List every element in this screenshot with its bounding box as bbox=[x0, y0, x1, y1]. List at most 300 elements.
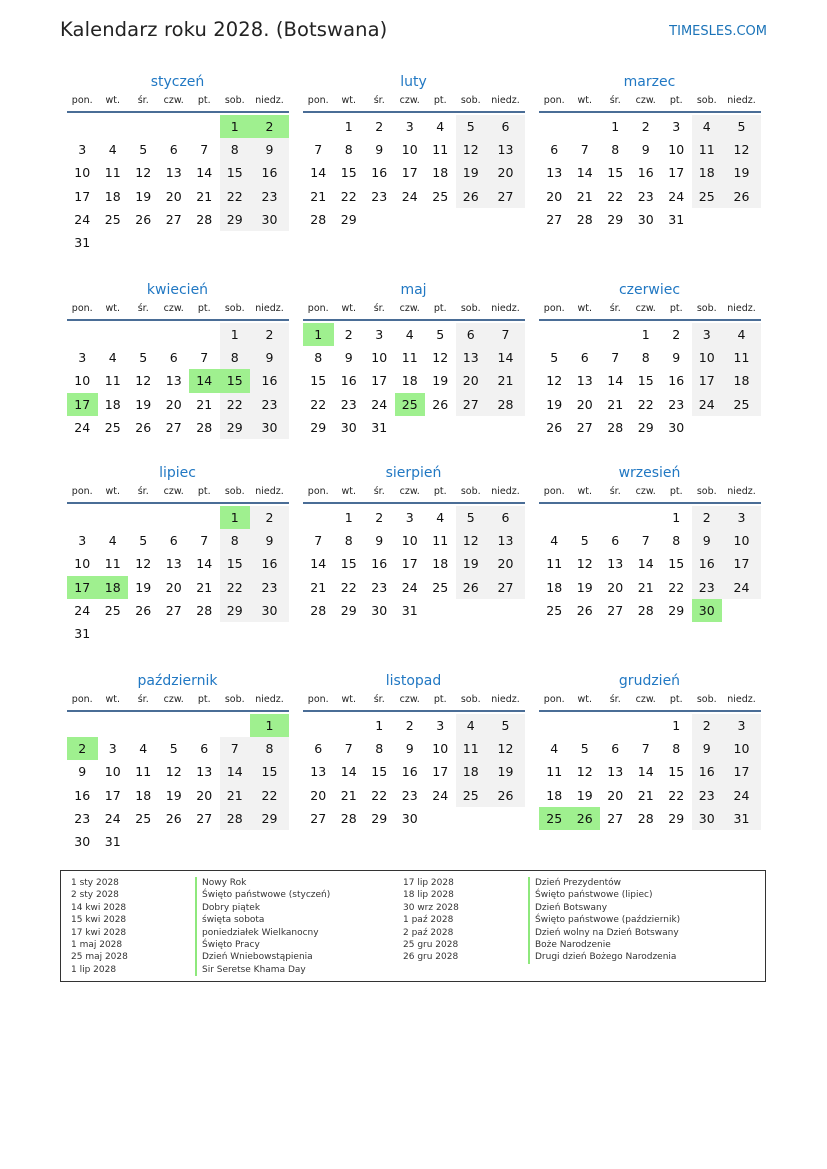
weekday-label: pon. bbox=[543, 486, 565, 497]
day-cell: 21 bbox=[196, 188, 213, 204]
legend-dates-right bbox=[403, 877, 459, 964]
empty-cell bbox=[456, 599, 487, 622]
day-cell: 1 bbox=[220, 323, 251, 346]
day-cell: 4 bbox=[550, 741, 559, 757]
day-cell: 11 bbox=[692, 138, 723, 161]
day-cell: 29 bbox=[607, 211, 624, 227]
day-cell: 22 bbox=[340, 188, 357, 204]
weekday-label: śr. bbox=[609, 95, 621, 106]
day-cell: 3 bbox=[108, 741, 117, 757]
day-cell: 4 bbox=[722, 323, 761, 346]
day-cell: 10 bbox=[401, 533, 418, 549]
day-cell: 28 bbox=[637, 602, 654, 618]
day-cell: 12 bbox=[432, 350, 449, 366]
weekday-label: wt. bbox=[105, 303, 120, 314]
day-cell: 21 bbox=[196, 579, 213, 595]
legend-holiday-date: 18 lip 2028 bbox=[403, 890, 454, 901]
day-cell: 9 bbox=[344, 350, 353, 366]
day-cell: 24 bbox=[722, 784, 761, 807]
day-cell: 17 bbox=[722, 760, 761, 783]
legend-holiday-date: 2 paź 2028 bbox=[403, 927, 454, 938]
empty-cell bbox=[250, 231, 289, 254]
day-cell: 30 bbox=[692, 807, 723, 830]
day-cell: 23 bbox=[692, 784, 723, 807]
empty-cell bbox=[159, 506, 190, 529]
day-cell: 5 bbox=[486, 714, 525, 737]
day-cell: 14 bbox=[576, 165, 593, 181]
day-cell: 3 bbox=[78, 533, 87, 549]
weekday-label: czw. bbox=[163, 694, 184, 705]
weekday-header bbox=[539, 692, 761, 712]
day-cell: 13 bbox=[165, 373, 182, 389]
empty-cell bbox=[570, 714, 601, 737]
day-cell: 4 bbox=[436, 510, 445, 525]
day-cell: 9 bbox=[250, 529, 289, 552]
day-cell: 30 bbox=[74, 833, 91, 849]
empty-cell bbox=[159, 714, 190, 737]
day-cell: 21 bbox=[637, 579, 654, 595]
month-block bbox=[539, 462, 761, 622]
empty-cell bbox=[128, 714, 159, 737]
weekday-label: pon. bbox=[307, 486, 329, 497]
day-cell: 12 bbox=[546, 373, 563, 389]
day-cell: 19 bbox=[135, 579, 152, 595]
day-cell: 27 bbox=[576, 419, 593, 435]
month-title: wrzesień bbox=[618, 465, 681, 481]
day-cell: 11 bbox=[401, 350, 418, 366]
legend-names-right bbox=[528, 877, 680, 964]
weekday-header bbox=[539, 484, 761, 504]
day-cell: 1 bbox=[344, 510, 353, 525]
weekday-label: czw. bbox=[399, 486, 420, 497]
day-cell: 16 bbox=[371, 165, 388, 181]
month-title: marzec bbox=[623, 74, 676, 90]
day-cell: 13 bbox=[196, 764, 213, 780]
day-cell: 3 bbox=[375, 327, 384, 342]
day-cell: 27 bbox=[456, 393, 487, 416]
day-grid bbox=[67, 115, 289, 254]
legend-holiday-name: Dzień Botswany bbox=[528, 902, 680, 914]
weekday-label: niedz. bbox=[491, 303, 520, 314]
day-cell: 7 bbox=[641, 741, 650, 757]
weekday-label: czw. bbox=[635, 694, 656, 705]
day-cell: 5 bbox=[456, 115, 487, 138]
day-cell: 4 bbox=[108, 350, 117, 366]
weekday-label: sob. bbox=[460, 694, 481, 705]
weekday-label: pon. bbox=[543, 303, 565, 314]
legend-holiday-name: Święto Pracy bbox=[195, 939, 330, 951]
day-cell: 11 bbox=[722, 346, 761, 369]
day-cell: 31 bbox=[401, 602, 418, 618]
empty-cell bbox=[128, 115, 159, 138]
day-cell: 7 bbox=[344, 741, 353, 757]
weekday-label: czw. bbox=[399, 95, 420, 106]
day-cell: 22 bbox=[220, 576, 251, 599]
empty-cell bbox=[334, 714, 365, 737]
day-cell: 28 bbox=[486, 393, 525, 416]
day-cell: 7 bbox=[200, 142, 209, 158]
weekday-label: czw. bbox=[635, 486, 656, 497]
day-cell: 26 bbox=[456, 185, 487, 208]
day-cell: 25 bbox=[135, 810, 152, 826]
empty-cell bbox=[692, 208, 723, 231]
empty-cell bbox=[600, 323, 631, 346]
day-cell: 3 bbox=[722, 506, 761, 529]
day-cell: 27 bbox=[310, 810, 327, 826]
day-cell: 23 bbox=[401, 787, 418, 803]
day-cell: 9 bbox=[692, 529, 723, 552]
legend-holiday-date: 17 lip 2028 bbox=[403, 878, 454, 888]
month-block bbox=[539, 71, 761, 231]
day-cell: 20 bbox=[165, 396, 182, 412]
day-cell: 9 bbox=[405, 741, 414, 757]
weekday-label: sob. bbox=[696, 486, 717, 497]
day-cell: 17 bbox=[67, 576, 98, 599]
day-cell: 15 bbox=[607, 165, 624, 181]
day-grid bbox=[303, 115, 525, 231]
day-cell: 14 bbox=[637, 764, 654, 780]
day-cell: 27 bbox=[486, 576, 525, 599]
weekday-label: sob. bbox=[460, 303, 481, 314]
day-cell: 22 bbox=[637, 396, 654, 412]
legend-holiday-date: 30 wrz 2028 bbox=[403, 902, 459, 913]
month-title: listopad bbox=[385, 673, 442, 689]
day-cell: 7 bbox=[314, 142, 323, 158]
day-cell: 3 bbox=[78, 142, 87, 158]
day-cell: 14 bbox=[310, 165, 327, 181]
weekday-label: czw. bbox=[635, 95, 656, 106]
day-cell: 31 bbox=[371, 419, 388, 435]
day-cell: 8 bbox=[672, 533, 681, 549]
day-cell: 12 bbox=[456, 138, 487, 161]
month-title: luty bbox=[400, 74, 427, 90]
day-cell: 19 bbox=[135, 396, 152, 412]
weekday-label: czw. bbox=[399, 694, 420, 705]
empty-cell bbox=[189, 622, 220, 645]
day-cell: 14 bbox=[486, 346, 525, 369]
day-cell: 11 bbox=[546, 556, 563, 572]
day-cell: 25 bbox=[456, 784, 487, 807]
day-cell: 23 bbox=[637, 188, 654, 204]
weekday-label: pt. bbox=[197, 486, 211, 497]
legend-names-left bbox=[195, 877, 330, 976]
day-cell: 1 bbox=[672, 510, 681, 525]
day-cell: 16 bbox=[250, 369, 289, 392]
day-cell: 28 bbox=[576, 211, 593, 227]
weekday-label: pt. bbox=[669, 95, 683, 106]
day-cell: 2 bbox=[250, 115, 289, 138]
day-cell: 1 bbox=[303, 323, 334, 346]
day-cell: 21 bbox=[637, 787, 654, 803]
empty-cell bbox=[220, 714, 251, 737]
day-cell: 12 bbox=[486, 737, 525, 760]
day-cell: 17 bbox=[722, 552, 761, 575]
day-cell: 8 bbox=[672, 741, 681, 757]
day-cell: 14 bbox=[196, 556, 213, 572]
weekday-label: wt. bbox=[341, 303, 356, 314]
day-cell: 22 bbox=[340, 579, 357, 595]
day-cell: 8 bbox=[220, 138, 251, 161]
empty-cell bbox=[128, 323, 159, 346]
day-cell: 18 bbox=[432, 165, 449, 181]
day-cell: 16 bbox=[668, 373, 685, 389]
day-cell: 5 bbox=[550, 350, 559, 366]
day-cell: 29 bbox=[220, 416, 251, 439]
day-cell: 3 bbox=[722, 714, 761, 737]
day-cell: 13 bbox=[456, 346, 487, 369]
day-cell: 5 bbox=[580, 741, 589, 757]
day-cell: 27 bbox=[607, 602, 624, 618]
day-cell: 18 bbox=[401, 373, 418, 389]
day-cell: 29 bbox=[250, 807, 289, 830]
day-cell: 23 bbox=[250, 393, 289, 416]
weekday-label: niedz. bbox=[727, 95, 756, 106]
weekday-label: śr. bbox=[609, 303, 621, 314]
day-cell: 17 bbox=[401, 556, 418, 572]
empty-cell bbox=[67, 506, 98, 529]
day-cell: 18 bbox=[456, 760, 487, 783]
day-cell: 15 bbox=[637, 373, 654, 389]
day-cell: 5 bbox=[169, 741, 178, 757]
day-cell: 21 bbox=[340, 787, 357, 803]
day-cell: 5 bbox=[436, 327, 445, 342]
weekday-label: pon. bbox=[71, 95, 93, 106]
day-cell: 8 bbox=[375, 741, 384, 757]
empty-cell bbox=[456, 208, 487, 231]
day-cell: 6 bbox=[169, 533, 178, 549]
day-cell: 21 bbox=[310, 188, 327, 204]
day-cell: 3 bbox=[78, 350, 87, 366]
weekday-label: wt. bbox=[105, 95, 120, 106]
day-cell: 14 bbox=[607, 373, 624, 389]
day-cell: 22 bbox=[220, 393, 251, 416]
day-cell: 26 bbox=[576, 602, 593, 618]
legend-holiday-name: Drugi dzień Bożego Narodzenia bbox=[528, 951, 680, 963]
weekday-label: pt. bbox=[669, 303, 683, 314]
day-cell: 29 bbox=[668, 602, 685, 618]
day-cell: 21 bbox=[196, 396, 213, 412]
legend-holiday-date: 2 sty 2028 bbox=[71, 890, 119, 901]
day-cell: 20 bbox=[310, 787, 327, 803]
brand-link[interactable]: TIMESLES.COM bbox=[669, 24, 767, 39]
legend-holiday-date: 1 sty 2028 bbox=[71, 878, 119, 888]
weekday-label: niedz. bbox=[727, 303, 756, 314]
legend-holiday-name: poniedziałek Wielkanocny bbox=[195, 927, 330, 939]
day-cell: 12 bbox=[165, 764, 182, 780]
day-cell: 10 bbox=[104, 764, 121, 780]
empty-cell bbox=[128, 622, 159, 645]
weekday-label: czw. bbox=[399, 303, 420, 314]
day-cell: 31 bbox=[74, 234, 91, 250]
day-cell: 14 bbox=[637, 556, 654, 572]
day-cell: 8 bbox=[611, 142, 620, 158]
day-cell: 14 bbox=[189, 369, 220, 392]
empty-cell bbox=[250, 622, 289, 645]
weekday-label: niedz. bbox=[727, 486, 756, 497]
weekday-label: pon. bbox=[307, 95, 329, 106]
day-cell: 2 bbox=[641, 119, 650, 134]
empty-cell bbox=[570, 506, 601, 529]
day-cell: 25 bbox=[104, 602, 121, 618]
weekday-label: pon. bbox=[307, 694, 329, 705]
day-cell: 9 bbox=[375, 142, 384, 158]
weekday-header bbox=[67, 301, 289, 321]
day-cell: 9 bbox=[250, 138, 289, 161]
day-cell: 11 bbox=[432, 142, 449, 158]
empty-cell bbox=[159, 622, 190, 645]
day-cell: 4 bbox=[550, 533, 559, 549]
weekday-label: wt. bbox=[341, 486, 356, 497]
empty-cell bbox=[486, 416, 525, 439]
weekday-label: pon. bbox=[543, 95, 565, 106]
empty-cell bbox=[98, 115, 129, 138]
empty-cell bbox=[128, 506, 159, 529]
day-cell: 12 bbox=[456, 529, 487, 552]
day-cell: 17 bbox=[432, 764, 449, 780]
legend-dates-left bbox=[71, 877, 128, 976]
empty-cell bbox=[600, 506, 631, 529]
day-cell: 9 bbox=[641, 142, 650, 158]
day-cell: 1 bbox=[641, 327, 650, 342]
day-cell: 28 bbox=[196, 602, 213, 618]
day-cell: 24 bbox=[74, 211, 91, 227]
day-cell: 19 bbox=[165, 787, 182, 803]
day-cell: 21 bbox=[607, 396, 624, 412]
day-grid bbox=[303, 506, 525, 622]
weekday-label: śr. bbox=[137, 694, 149, 705]
empty-cell bbox=[692, 416, 723, 439]
day-cell: 19 bbox=[546, 396, 563, 412]
day-cell: 11 bbox=[432, 533, 449, 549]
day-cell: 30 bbox=[340, 419, 357, 435]
day-cell: 25 bbox=[104, 419, 121, 435]
day-cell: 24 bbox=[692, 393, 723, 416]
weekday-label: wt. bbox=[577, 694, 592, 705]
month-block bbox=[67, 71, 289, 254]
empty-cell bbox=[98, 506, 129, 529]
day-cell: 15 bbox=[220, 369, 251, 392]
day-cell: 9 bbox=[78, 764, 87, 780]
day-cell: 19 bbox=[486, 760, 525, 783]
day-cell: 16 bbox=[340, 373, 357, 389]
day-cell: 29 bbox=[637, 419, 654, 435]
legend-holiday-name: święta sobota bbox=[195, 914, 330, 926]
day-cell: 28 bbox=[607, 419, 624, 435]
day-cell: 22 bbox=[668, 787, 685, 803]
empty-cell bbox=[364, 208, 395, 231]
weekday-header bbox=[67, 484, 289, 504]
day-cell: 8 bbox=[220, 346, 251, 369]
empty-cell bbox=[425, 208, 456, 231]
day-cell: 11 bbox=[104, 373, 121, 389]
day-cell: 25 bbox=[539, 807, 570, 830]
weekday-label: sob. bbox=[460, 486, 481, 497]
day-cell: 7 bbox=[486, 323, 525, 346]
day-cell: 23 bbox=[371, 188, 388, 204]
weekday-label: niedz. bbox=[491, 486, 520, 497]
day-cell: 6 bbox=[611, 741, 620, 757]
day-cell: 26 bbox=[546, 419, 563, 435]
empty-cell bbox=[539, 115, 570, 138]
day-cell: 31 bbox=[722, 807, 761, 830]
weekday-label: pt. bbox=[197, 694, 211, 705]
day-cell: 5 bbox=[580, 533, 589, 549]
weekday-label: sob. bbox=[224, 694, 245, 705]
day-grid bbox=[67, 714, 289, 853]
empty-cell bbox=[456, 807, 487, 830]
weekday-label: sob. bbox=[696, 694, 717, 705]
day-cell: 29 bbox=[668, 810, 685, 826]
day-cell: 11 bbox=[135, 764, 152, 780]
day-cell: 16 bbox=[74, 787, 91, 803]
day-cell: 7 bbox=[314, 533, 323, 549]
empty-cell bbox=[722, 208, 761, 231]
day-grid bbox=[539, 323, 761, 439]
day-cell: 20 bbox=[546, 188, 563, 204]
month-block bbox=[539, 670, 761, 830]
weekday-label: niedz. bbox=[255, 486, 284, 497]
weekday-label: wt. bbox=[105, 694, 120, 705]
day-cell: 28 bbox=[310, 211, 327, 227]
day-cell: 6 bbox=[169, 350, 178, 366]
empty-cell bbox=[395, 208, 426, 231]
day-cell: 18 bbox=[546, 579, 563, 595]
empty-cell bbox=[98, 231, 129, 254]
day-cell: 26 bbox=[456, 576, 487, 599]
weekday-label: śr. bbox=[137, 95, 149, 106]
day-cell: 18 bbox=[722, 369, 761, 392]
day-cell: 19 bbox=[576, 787, 593, 803]
empty-cell bbox=[486, 807, 525, 830]
empty-cell bbox=[159, 231, 190, 254]
day-cell: 3 bbox=[436, 718, 445, 733]
day-cell: 9 bbox=[375, 533, 384, 549]
day-cell: 6 bbox=[486, 115, 525, 138]
day-cell: 31 bbox=[74, 625, 91, 641]
day-cell: 2 bbox=[344, 327, 353, 342]
day-cell: 16 bbox=[637, 165, 654, 181]
day-cell: 13 bbox=[607, 764, 624, 780]
day-cell: 18 bbox=[98, 576, 129, 599]
day-cell: 3 bbox=[692, 323, 723, 346]
day-cell: 15 bbox=[340, 165, 357, 181]
empty-cell bbox=[189, 323, 220, 346]
day-cell: 24 bbox=[722, 576, 761, 599]
empty-cell bbox=[395, 416, 426, 439]
day-cell: 14 bbox=[196, 165, 213, 181]
legend-holiday-name: Dzień wolny na Dzień Botswany bbox=[528, 927, 680, 939]
day-cell: 24 bbox=[432, 787, 449, 803]
empty-cell bbox=[631, 714, 662, 737]
day-cell: 1 bbox=[250, 714, 289, 737]
day-cell: 15 bbox=[668, 764, 685, 780]
day-cell: 11 bbox=[456, 737, 487, 760]
weekday-label: czw. bbox=[163, 95, 184, 106]
day-cell: 16 bbox=[401, 764, 418, 780]
day-cell: 3 bbox=[405, 510, 414, 525]
month-block bbox=[303, 279, 525, 439]
day-cell: 4 bbox=[405, 327, 414, 342]
weekday-label: niedz. bbox=[491, 95, 520, 106]
day-cell: 21 bbox=[220, 784, 251, 807]
empty-cell bbox=[600, 714, 631, 737]
day-cell: 4 bbox=[692, 115, 723, 138]
day-cell: 19 bbox=[456, 161, 487, 184]
empty-cell bbox=[631, 506, 662, 529]
day-cell: 8 bbox=[344, 533, 353, 549]
weekday-label: wt. bbox=[577, 303, 592, 314]
day-grid bbox=[67, 323, 289, 439]
